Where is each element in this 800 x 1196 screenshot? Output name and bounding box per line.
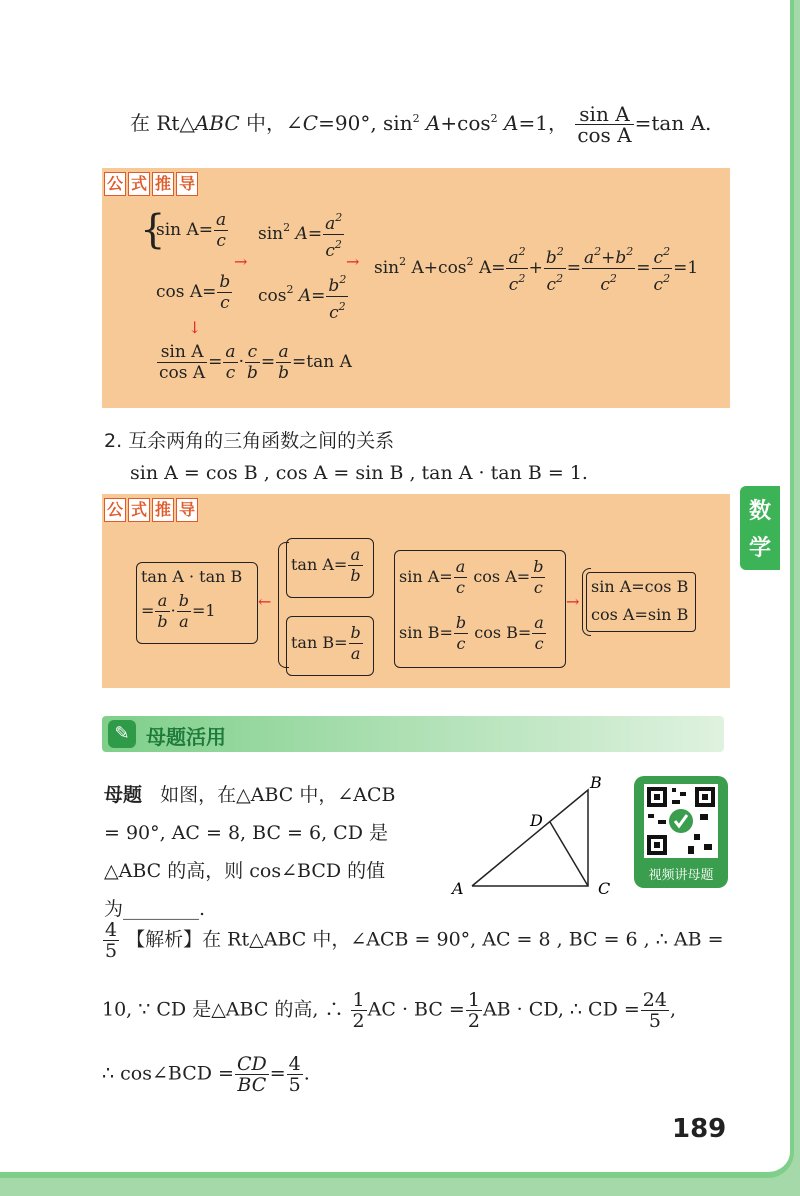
tanA-box: tan A= $\frac{a}{b}$ <box>286 538 374 598</box>
tan-product-box <box>136 562 258 644</box>
sin2A-def: $\sin^2 A=$ $\frac{a^2}{c^2}$ <box>258 208 345 261</box>
result-1: sin A=cos B <box>591 577 689 596</box>
section-header-title: 母题活用 <box>146 725 226 749</box>
text-a2: A <box>504 111 519 135</box>
qr-image <box>644 784 718 858</box>
tan-ratio: $\frac{\text{sin A}}{\text{cos A}}$ = $\frac{a}{c}$ · $\frac{c}{b}$ = $\frac{a}{b}$ =tan A <box>159 342 352 383</box>
sinA-def: sin A= $\frac{a}{c}$ <box>156 210 227 251</box>
pythagorean-identity: $\sin^2 A+\cos^2$ A= $\frac{a^2}{c^2}$ + $\frac{b^2}{c^2}$ = $\frac{a^2+b^2}{c^2}$ = $\frac{c^2}{c^2}$ =1 <box>374 242 698 295</box>
text-mid: 中，∠ <box>239 111 303 135</box>
triangle-figure <box>450 770 630 900</box>
page-top <box>0 36 770 76</box>
arrow-right-icon: → <box>566 592 580 611</box>
subject-tab-math: 数 学 <box>740 486 780 570</box>
section-2-title: 2. 互余两角的三角函数之间的关系 <box>104 430 395 452</box>
tanB-box: tan B= $\frac{b}{a}$ <box>286 616 374 676</box>
label-a: A <box>452 879 464 898</box>
label-c: C <box>598 879 611 898</box>
solution-line-3: ∴ cos∠BCD = $\frac{CD}{BC}$ = $\frac{4}{5}$ . <box>102 1053 310 1096</box>
problem-text: 母题 如图，在△ABC 中，∠ACB = 90°, AC = 8, BC = 6, CD 是 △ABC 的高，则 cos∠BCD 的值 为________. <box>104 784 396 920</box>
tan-product-label: tan A · tan B <box>141 567 243 586</box>
qr-caption: 视频讲母题 <box>648 868 714 883</box>
tan-product-calc: = $\frac{a}{b}$ · $\frac{b}{a}$ =1 <box>141 591 216 631</box>
derivation-box-1 <box>102 168 730 408</box>
arrow-right-icon: → <box>346 252 360 271</box>
derivation-box-2 <box>102 494 730 688</box>
pencil-icon: ✎ <box>108 720 136 748</box>
text-prefix: 在 Rt△ <box>130 111 195 135</box>
sin-cos-defs-box: sin A= $\frac{a}{c}$ cos A= $\frac{b}{c}$ sin B= $\frac{b}{c}$ cos B= $\frac{a}{c}$ <box>394 550 566 668</box>
text-c: C <box>302 111 319 135</box>
cosA-def: cos A= $\frac{b}{c}$ <box>156 272 231 313</box>
text-plus: +cos <box>440 111 491 135</box>
label-b: B <box>590 773 602 792</box>
result-box <box>586 572 696 632</box>
triangle-abc <box>472 790 588 886</box>
label-d: D <box>530 811 543 830</box>
arrow-down-icon: ↓ <box>188 318 202 337</box>
solution-line-2: 10, ∵ CD 是△ABC 的高, ∴ $\frac{1}{2}$ AC · BC = $\frac{1}{2}$ AB · CD, ∴ CD = $\frac{24}{5}$ , <box>102 989 677 1032</box>
text-eq1: =1， <box>518 111 568 135</box>
formula-derivation-tag: 公 式 推 导 <box>104 172 198 196</box>
formula-derivation-tag: 公 式 推 导 <box>104 498 198 522</box>
problem-label: 母题 <box>104 784 143 806</box>
text-a1: A <box>425 111 441 135</box>
qr-code[interactable] <box>634 776 728 888</box>
result-2: cos A=sin B <box>591 605 689 624</box>
complementary-formula: sin A = cos B , cos A = sin B , tan A · tan B = 1. <box>130 462 588 484</box>
fraction-sin-cos: $\frac{\text{sin A}}{\text{cos A}}$ <box>577 102 632 147</box>
arrow-left-icon: ← <box>258 592 272 611</box>
brace-icon: { <box>140 207 166 253</box>
section-header <box>102 716 724 752</box>
text-abc: ABC <box>194 111 240 135</box>
answer-fraction: $\frac{4}{5}$ <box>105 919 118 962</box>
text-tail: =tan A. <box>634 111 712 135</box>
arrow-right-icon: → <box>234 252 248 271</box>
formula-line-1: 在 Rt△ABC 中，∠C=90°, $\sin^2 A+\cos^2$ A=1， $\frac{\text{sin A}}{\text{cos A}}$ =tan A. <box>130 102 712 147</box>
altitude-cd <box>550 822 588 886</box>
qr-pattern-icon <box>644 784 718 858</box>
cos2A-def: $\cos^2 A=$ $\frac{b^2}{c^2}$ <box>258 270 349 323</box>
text-eq: =90°, sin <box>318 111 413 135</box>
solution-line-1: $\frac{4}{5}$ 【解析】在 Rt△ABC 中，∠ACB = 90°, AC = 8 , BC = 6 , ∴ AB = <box>105 919 724 962</box>
page-number: 189 <box>672 1114 727 1144</box>
